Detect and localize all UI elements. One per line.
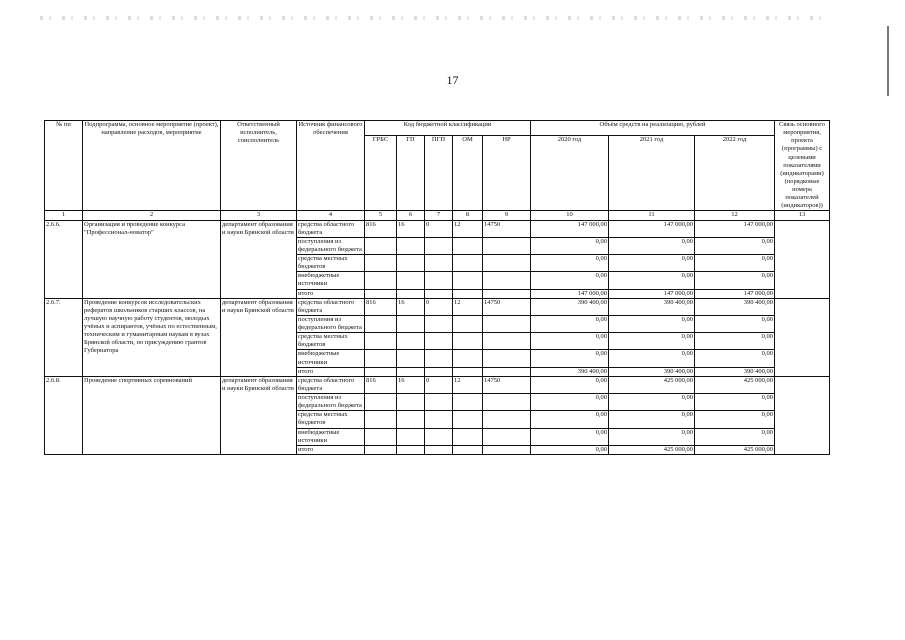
grbs-cell — [365, 315, 397, 332]
pgp-cell — [425, 394, 453, 411]
value-2020: 0,00 — [531, 350, 609, 367]
gp-cell — [397, 394, 425, 411]
grbs-cell — [365, 445, 397, 454]
header-nr: НР — [483, 136, 531, 211]
source-cell: поступления из федерального бюджета — [297, 315, 365, 332]
total-2021: 147 000,00 — [609, 289, 695, 298]
value-2022: 390 400,00 — [695, 298, 775, 315]
source-cell: поступления из федерального бюджета — [297, 237, 365, 254]
value-2020: 0,00 — [531, 255, 609, 272]
value-2020: 390 400,00 — [531, 298, 609, 315]
grbs-cell: 816 — [365, 220, 397, 237]
grbs-cell — [365, 333, 397, 350]
om-cell — [453, 428, 483, 445]
pgp-cell — [425, 333, 453, 350]
table-row — [45, 376, 830, 393]
nr-cell — [483, 272, 531, 289]
value-2020: 0,00 — [531, 333, 609, 350]
om-cell — [453, 255, 483, 272]
value-2022: 0,00 — [695, 411, 775, 428]
pgp-cell — [425, 428, 453, 445]
group-2-6-7 — [45, 298, 830, 376]
gp-cell — [397, 315, 425, 332]
om-cell: 12 — [453, 376, 483, 393]
source-cell: средства областного бюджета — [297, 376, 365, 393]
gp-cell — [397, 289, 425, 298]
pgp-cell: 0 — [425, 220, 453, 237]
nr-cell — [483, 289, 531, 298]
row-executor: департамент образования и науки Брянской области — [221, 298, 297, 376]
pgp-cell: 0 — [425, 376, 453, 393]
total-label: итого — [297, 289, 365, 298]
source-cell: средства местных бюджетов — [297, 333, 365, 350]
value-2022: 0,00 — [695, 394, 775, 411]
header-pgp: ПГП — [425, 136, 453, 211]
value-2021: 0,00 — [609, 394, 695, 411]
column-number-row — [45, 211, 830, 220]
nr-cell — [483, 367, 531, 376]
source-cell: поступления из федерального бюджета — [297, 394, 365, 411]
col-number: 10 — [531, 211, 609, 220]
nr-cell: 14750 — [483, 298, 531, 315]
header-gp: ГП — [397, 136, 425, 211]
value-2020: 0,00 — [531, 428, 609, 445]
header-link: Связь основного мероприятия, проекта (программы) с целевыми показателями (индикаторами) (порядковые номера показателей (индикаторов)) — [775, 121, 830, 211]
value-2021: 0,00 — [609, 333, 695, 350]
source-cell: внебюджетные источники — [297, 428, 365, 445]
nr-cell — [483, 255, 531, 272]
nr-cell: 14750 — [483, 220, 531, 237]
total-2020: 390 400,00 — [531, 367, 609, 376]
value-2021: 0,00 — [609, 411, 695, 428]
nr-cell — [483, 237, 531, 254]
header-num: № пп — [45, 121, 83, 211]
row-executor: департамент образования и науки Брянской области — [221, 376, 297, 454]
row-num: 2.6.8. — [45, 376, 83, 454]
pgp-cell: 0 — [425, 298, 453, 315]
header-source: Источник финансового обеспечения — [297, 121, 365, 211]
row-num: 2.6.6. — [45, 220, 83, 298]
grbs-cell — [365, 428, 397, 445]
source-cell: средства областного бюджета — [297, 298, 365, 315]
source-cell: внебюджетные источники — [297, 350, 365, 367]
grbs-cell — [365, 255, 397, 272]
col-number: 13 — [775, 211, 830, 220]
value-2021: 0,00 — [609, 315, 695, 332]
om-cell — [453, 237, 483, 254]
value-2020: 0,00 — [531, 394, 609, 411]
om-cell — [453, 315, 483, 332]
nr-cell — [483, 445, 531, 454]
nr-cell — [483, 428, 531, 445]
nr-cell: 14750 — [483, 376, 531, 393]
nr-cell — [483, 411, 531, 428]
col-number: 6 — [397, 211, 425, 220]
value-2022: 425 000,00 — [695, 376, 775, 393]
value-2021: 390 400,00 — [609, 298, 695, 315]
nr-cell — [483, 350, 531, 367]
group-2-6-8 — [45, 376, 830, 454]
link-cell — [775, 220, 830, 298]
value-2022: 147 000,00 — [695, 220, 775, 237]
gp-cell: 16 — [397, 298, 425, 315]
om-cell — [453, 333, 483, 350]
header-om: ОМ — [453, 136, 483, 211]
col-number: 12 — [695, 211, 775, 220]
total-2022: 147 000,00 — [695, 289, 775, 298]
scan-artifact — [40, 16, 830, 20]
value-2020: 0,00 — [531, 376, 609, 393]
value-2020: 0,00 — [531, 315, 609, 332]
col-number: 1 — [45, 211, 83, 220]
pgp-cell — [425, 237, 453, 254]
col-number: 7 — [425, 211, 453, 220]
value-2021: 0,00 — [609, 428, 695, 445]
pgp-cell — [425, 272, 453, 289]
value-2022: 0,00 — [695, 237, 775, 254]
gp-cell: 16 — [397, 220, 425, 237]
gp-cell — [397, 272, 425, 289]
header-volume: Объём средств на реализацию, рублей — [531, 121, 775, 136]
page-number: 17 — [446, 73, 459, 87]
table-row — [45, 298, 830, 315]
pgp-cell — [425, 367, 453, 376]
source-cell: внебюджетные источники — [297, 272, 365, 289]
pgp-cell — [425, 411, 453, 428]
om-cell — [453, 411, 483, 428]
total-2022: 425 000,00 — [695, 445, 775, 454]
value-2021: 0,00 — [609, 237, 695, 254]
col-number: 8 — [453, 211, 483, 220]
pgp-cell — [425, 350, 453, 367]
om-cell: 12 — [453, 220, 483, 237]
header-grbs: ГРБС — [365, 136, 397, 211]
gp-cell — [397, 411, 425, 428]
source-cell: средства местных бюджетов — [297, 411, 365, 428]
nr-cell — [483, 315, 531, 332]
pgp-cell — [425, 289, 453, 298]
gp-cell — [397, 367, 425, 376]
value-2021: 147 000,00 — [609, 220, 695, 237]
col-number: 5 — [365, 211, 397, 220]
col-number: 4 — [297, 211, 365, 220]
gp-cell — [397, 237, 425, 254]
pgp-cell — [425, 255, 453, 272]
om-cell — [453, 350, 483, 367]
value-2022: 0,00 — [695, 315, 775, 332]
grbs-cell — [365, 237, 397, 254]
om-cell — [453, 394, 483, 411]
grbs-cell — [365, 272, 397, 289]
link-cell — [775, 376, 830, 454]
nr-cell — [483, 394, 531, 411]
header-program: Подпрограмма, основное мероприятие (проект), направление расходов, мероприятие — [83, 121, 221, 211]
gp-cell — [397, 445, 425, 454]
value-2020: 147 000,00 — [531, 220, 609, 237]
total-2020: 147 000,00 — [531, 289, 609, 298]
row-num: 2.6.7. — [45, 298, 83, 376]
col-number: 11 — [609, 211, 695, 220]
om-cell — [453, 272, 483, 289]
total-label: итого — [297, 367, 365, 376]
gp-cell — [397, 428, 425, 445]
header-2021: 2021 год — [609, 136, 695, 211]
source-cell: средства местных бюджетов — [297, 255, 365, 272]
nr-cell — [483, 333, 531, 350]
header-executor: Ответственный исполнитель, соисполнитель — [221, 121, 297, 211]
link-cell — [775, 298, 830, 376]
total-2021: 390 400,00 — [609, 367, 695, 376]
header-budget-code: Код бюджетной классификации — [365, 121, 531, 136]
gp-cell — [397, 350, 425, 367]
row-title: Проведение конкурсов исследовательских рефератов школьников старших классов, на лучшую научную работу студентов, молодых учёных и аспирантов, учёных по естественным, техническим и гуманитарным наукам в вузах Брянской области, по присуждению грантов Губернатора — [83, 298, 221, 376]
col-number: 9 — [483, 211, 531, 220]
source-cell: средства областного бюджета — [297, 220, 365, 237]
grbs-cell — [365, 367, 397, 376]
value-2022: 0,00 — [695, 255, 775, 272]
grbs-cell — [365, 350, 397, 367]
value-2022: 0,00 — [695, 428, 775, 445]
total-label: итого — [297, 445, 365, 454]
om-cell — [453, 289, 483, 298]
gp-cell: 16 — [397, 376, 425, 393]
om-cell — [453, 445, 483, 454]
grbs-cell: 816 — [365, 298, 397, 315]
value-2022: 0,00 — [695, 333, 775, 350]
total-2022: 390 400,00 — [695, 367, 775, 376]
total-2021: 425 000,00 — [609, 445, 695, 454]
value-2021: 0,00 — [609, 272, 695, 289]
value-2020: 0,00 — [531, 272, 609, 289]
group-2-6-6 — [45, 220, 830, 298]
value-2021: 0,00 — [609, 255, 695, 272]
header-row-top — [45, 121, 830, 136]
col-number: 3 — [221, 211, 297, 220]
row-title: Организация и проведение конкурса "Профессионал-новатор" — [83, 220, 221, 298]
pgp-cell — [425, 315, 453, 332]
budget-table — [44, 120, 830, 455]
value-2022: 0,00 — [695, 350, 775, 367]
col-number: 2 — [83, 211, 221, 220]
gp-cell — [397, 333, 425, 350]
table-row — [45, 220, 830, 237]
value-2021: 0,00 — [609, 350, 695, 367]
gp-cell — [397, 255, 425, 272]
grbs-cell — [365, 411, 397, 428]
header-2020: 2020 год — [531, 136, 609, 211]
total-2020: 0,00 — [531, 445, 609, 454]
value-2021: 425 000,00 — [609, 376, 695, 393]
grbs-cell: 816 — [365, 376, 397, 393]
om-cell: 12 — [453, 298, 483, 315]
header-2022: 2022 год — [695, 136, 775, 211]
row-title: Проведение спортивных соревнований — [83, 376, 221, 454]
pgp-cell — [425, 445, 453, 454]
row-executor: департамент образования и науки Брянской области — [221, 220, 297, 298]
value-2022: 0,00 — [695, 272, 775, 289]
value-2020: 0,00 — [531, 411, 609, 428]
om-cell — [453, 367, 483, 376]
value-2020: 0,00 — [531, 237, 609, 254]
grbs-cell — [365, 394, 397, 411]
grbs-cell — [365, 289, 397, 298]
